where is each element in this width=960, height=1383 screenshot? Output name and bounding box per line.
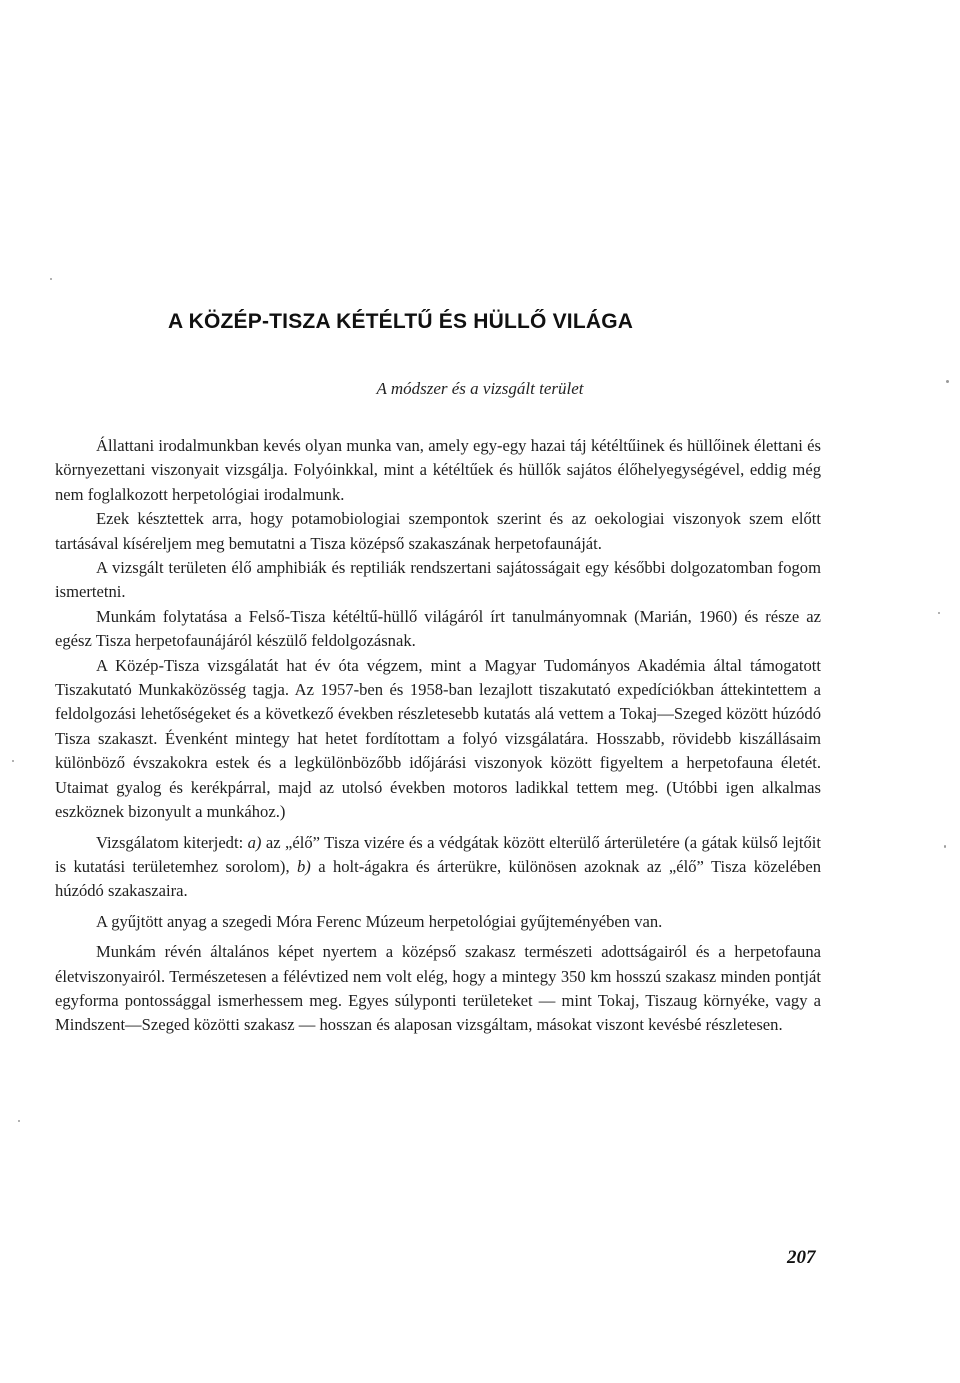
scan-speck [18, 1120, 20, 1122]
paragraph: A Közép-Tisza vizsgálatát hat év óta végzem, mint a Magyar Tudományos Akadémia által támogatott Tiszakutató Munkaközösség tagja. Az 1957-ben és 1958-ban lezajlott tiszakutató expedíciókban áttekintettem a feldolgozási lehetőségeket és a következő években részletesebb kutatás alá vettem a Tokaj—Szeged között húzódó Tisza szakaszt. Évenként mintegy hat hetet fordítottam a folyó vizsgálatára. Hosszabb, rövidebb kiszállásaim különböző évszakokra estek és a legkülönbözőbb időjárási viszonyok között figyeltem a herpetofauna életét. Utaimat gyalog és kerékpárral, majd az utolsó években motoros ladikkal tettem meg. (Utóbbi igen alkalmas eszköznek bizonyult a munkához.) [55, 655, 821, 822]
scan-speck [944, 845, 946, 848]
paragraph: Ezek késztettek arra, hogy potamobiologiai szempontok szerint és az oekologiai viszonyok szem előtt tartásával kíséreljem meg bemutatni a Tisza középső szakaszának herpetofaunáját. [55, 509, 821, 553]
text-run: az „élő” Tisza vizére és a védgátak között elterülő árterületére (a gátak külső lejtőit is kutatási területemhez sorolom), [55, 832, 821, 876]
document-title: A KÖZÉP-TISZA KÉTÉLTŰ ÉS HÜLLŐ VILÁGA [168, 310, 634, 333]
text-run: Vizsgálatom kiterjedt: [96, 832, 248, 852]
scan-speck [946, 380, 949, 383]
paragraph: A gyűjtött anyag a szegedi Móra Ferenc Múzeum herpetológiai gyűjteményében van. [96, 911, 663, 931]
scan-speck [938, 612, 940, 614]
body-text [55, 434, 821, 1038]
scan-speck [50, 278, 52, 280]
list-marker: a) [247, 832, 262, 852]
page-number: 207 [787, 1247, 816, 1268]
paragraph: Állattani irodalmunkban kevés olyan munka van, amely egy-egy hazai táj kétéltűinek és hüllőinek élettani és környezettani viszonyait vizsgálja. Folyóinkkal, mint a kétéltűek és hüllők sajátos élőhelyegységével, eddig még nem foglalkozott herpetológiai irodalmunk. [55, 436, 821, 504]
scan-speck [12, 760, 14, 762]
text-run: a holt-ágakra és árterükre, különösen azoknak az „élő” Tisza közelében húzódó szakaszaira. [55, 856, 821, 901]
paragraph: Munkám folytatása a Felső-Tisza kétéltű-hüllő világáról írt tanulmányomnak (Marián, 1960) és része az egész Tisza herpetofaunájáról készülő feldolgozásnak. [55, 606, 821, 651]
paragraph [55, 831, 821, 904]
paragraph: Munkám révén általános képet nyertem a középső szakasz természeti adottságairól és a herpetofauna életviszonyairól. Természetesen a félévtized nem volt elég, hogy a mintegy 350 km hosszú szakasz minden pontját egyforma pontossággal ismerhessem meg. Egyes súlyponti területeket — mint Tokaj, Tiszaug környéke, vagy a Mindszent—Szeged közötti szakasz — hosszan és alaposan vizsgáltam, másokat viszont kevésbé részletesen. [55, 942, 821, 1035]
section-subtitle: A módszer és a vizsgált terület [376, 379, 584, 398]
list-marker: b) [296, 856, 311, 876]
paragraph: A vizsgált területen élő amphibiák és reptiliák rendszertani sajátosságait egy későbbi dolgozatomban fogom ismertetni. [55, 558, 821, 602]
